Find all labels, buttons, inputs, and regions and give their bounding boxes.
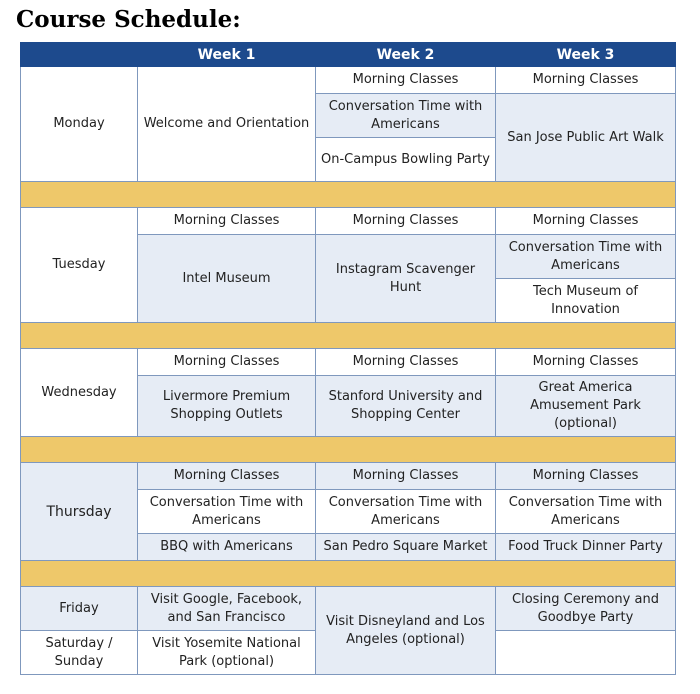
spacer-row — [21, 182, 676, 208]
header-week3: Week 3 — [496, 43, 676, 67]
header-blank — [21, 43, 138, 67]
day-monday: Monday — [21, 67, 138, 182]
wednesday-week3-greatamerica: Great America Amusement Park (optional) — [496, 376, 676, 437]
weekend-week1-yosemite: Visit Yosemite National Park (optional) — [138, 631, 316, 675]
thursday-week3-morning: Morning Classes — [496, 463, 676, 490]
monday-week2-conversation: Conversation Time with Americans — [316, 94, 496, 138]
header-row — [21, 43, 676, 67]
thursday-week3-foodtruck: Food Truck Dinner Party — [496, 534, 676, 561]
friday-week2-disneyland: Visit Disneyland and Los Angeles (optional) — [316, 587, 496, 675]
day-friday: Friday — [21, 587, 138, 631]
thursday-week2-sanpedro: San Pedro Square Market — [316, 534, 496, 561]
thursday-week1-bbq: BBQ with Americans — [138, 534, 316, 561]
monday-week3-artwalk: San Jose Public Art Walk — [496, 94, 676, 182]
thursday-week2-morning: Morning Classes — [316, 463, 496, 490]
day-tuesday: Tuesday — [21, 208, 138, 323]
tuesday-week3-conversation: Conversation Time with Americans — [496, 235, 676, 279]
wednesday-week1-outlets: Livermore Premium Shopping Outlets — [138, 376, 316, 437]
thursday-week2-conversation: Conversation Time with Americans — [316, 490, 496, 534]
tuesday-week3-techmuseum: Tech Museum of Innovation — [496, 279, 676, 323]
monday-week2-bowling: On-Campus Bowling Party — [316, 138, 496, 182]
thursday-week3-conversation: Conversation Time with Americans — [496, 490, 676, 534]
tuesday-week3-morning: Morning Classes — [496, 208, 676, 235]
thursday-week1-morning: Morning Classes — [138, 463, 316, 490]
wednesday-week2-stanford: Stanford University and Shopping Center — [316, 376, 496, 437]
monday-week2-morning: Morning Classes — [316, 67, 496, 94]
header-week1: Week 1 — [138, 43, 316, 67]
spacer-row — [21, 437, 676, 463]
monday-week3-morning: Morning Classes — [496, 67, 676, 94]
wednesday-week3-morning: Morning Classes — [496, 349, 676, 376]
day-thursday: Thursday — [21, 463, 138, 561]
page-title: Course Schedule: — [16, 6, 241, 33]
tuesday-week2-morning: Morning Classes — [316, 208, 496, 235]
thursday-week1-conversation: Conversation Time with Americans — [138, 490, 316, 534]
schedule-table — [20, 42, 676, 675]
tuesday-week1-morning: Morning Classes — [138, 208, 316, 235]
friday-week3-closing: Closing Ceremony and Goodbye Party — [496, 587, 676, 631]
tuesday-week1-intel: Intel Museum — [138, 235, 316, 323]
monday-week1: Welcome and Orientation — [138, 67, 316, 182]
weekend-week3-empty — [496, 631, 676, 675]
day-wednesday: Wednesday — [21, 349, 138, 437]
header-week2: Week 2 — [316, 43, 496, 67]
spacer-row — [21, 323, 676, 349]
wednesday-week1-morning: Morning Classes — [138, 349, 316, 376]
day-weekend: Saturday / Sunday — [21, 631, 138, 675]
spacer-row — [21, 561, 676, 587]
tuesday-week2-scavenger: Instagram Scavenger Hunt — [316, 235, 496, 323]
wednesday-week2-morning: Morning Classes — [316, 349, 496, 376]
friday-week1-google: Visit Google, Facebook, and San Francisco — [138, 587, 316, 631]
